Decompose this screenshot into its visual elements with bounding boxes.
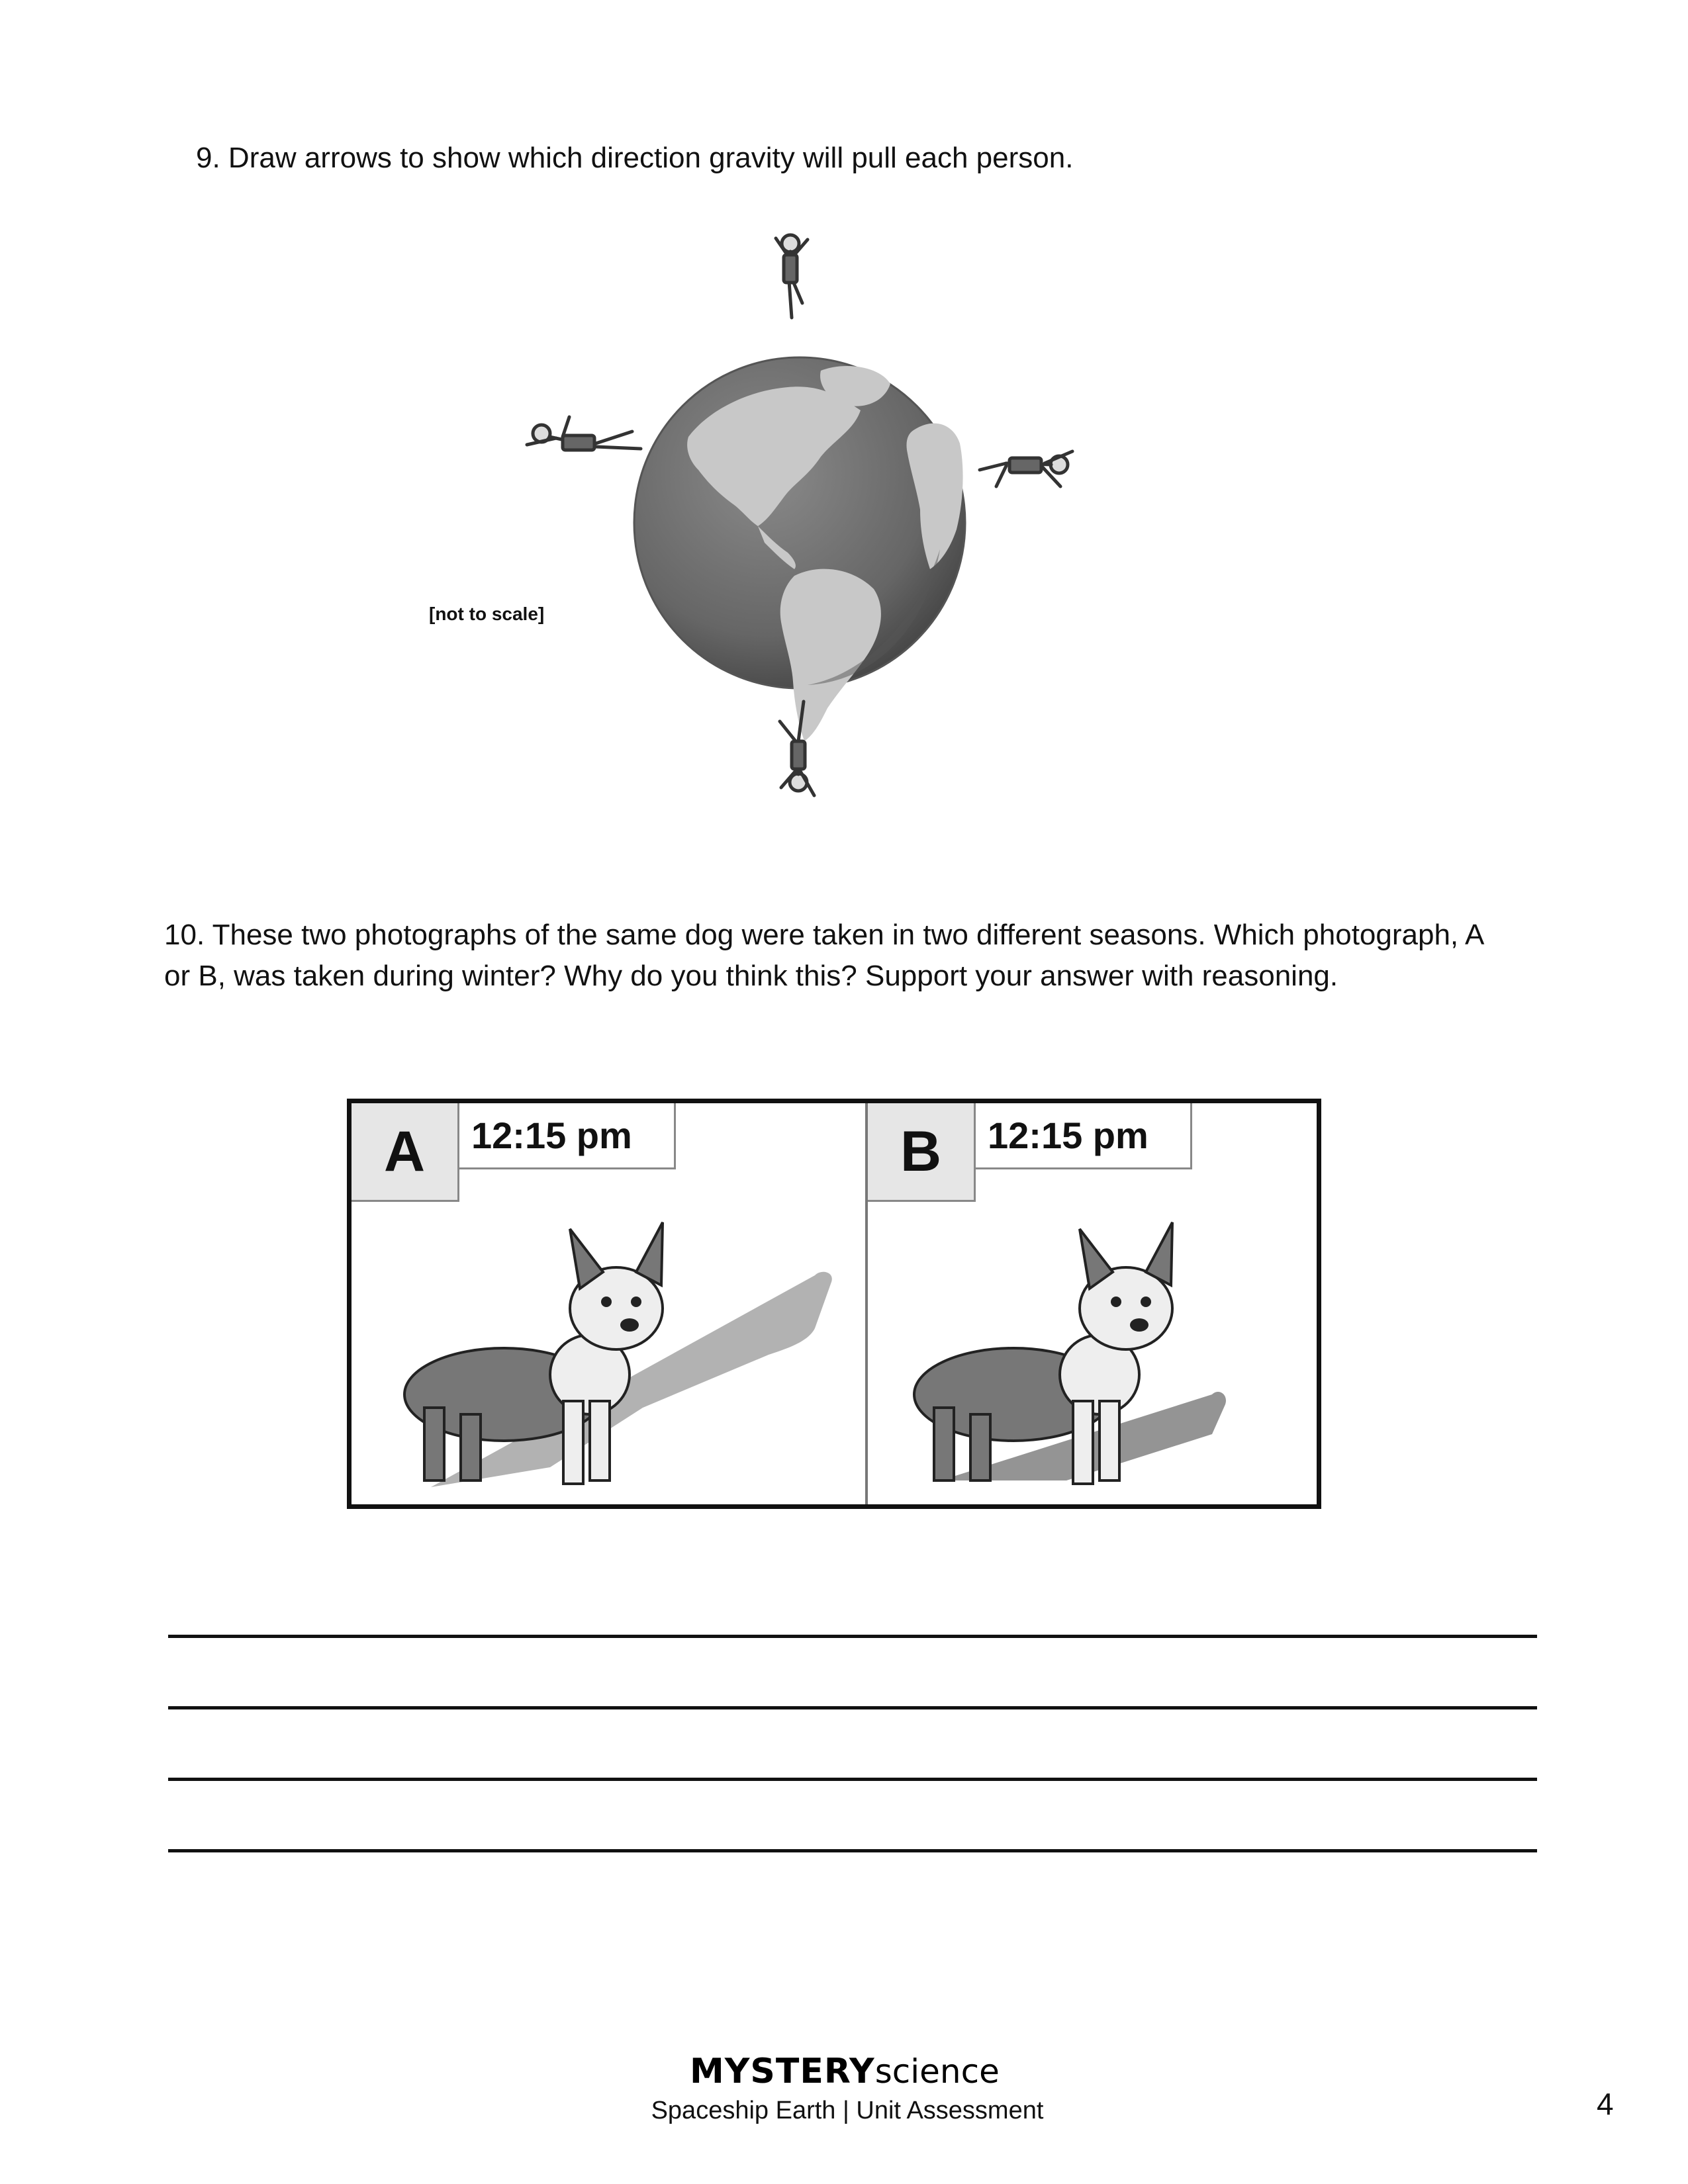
answer-lines: [168, 1635, 1537, 1921]
not-to-scale-note: [not to scale]: [429, 604, 545, 624]
answer-line[interactable]: [168, 1635, 1537, 1638]
footer-subtitle: Spaceship Earth | Unit Assessment: [651, 2097, 1044, 2124]
astronaut-left: [527, 417, 641, 450]
answer-line[interactable]: [168, 1778, 1537, 1781]
logo-light-text: science: [874, 2052, 1000, 2091]
dog-long-shadow-illustration: [352, 1196, 865, 1507]
page-number: 4: [1597, 2087, 1614, 2121]
mystery-science-logo: [690, 2052, 1000, 2091]
answer-line[interactable]: [168, 1706, 1537, 1709]
question-10-text: 10. These two photographs of the same dog were taken in two different seasons. Which photograph, A or B, was taken during winter? Why do you think this? Support your answer with reasoning.: [164, 919, 1483, 992]
logo-bold-text: MYSTERY: [690, 2052, 875, 2091]
photo-a-label: A: [352, 1103, 459, 1202]
dog-photographs: [347, 1099, 1321, 1509]
photo-a-time: 12:15 pm: [457, 1103, 676, 1169]
photo-b-label: B: [868, 1103, 976, 1202]
astronaut-right: [980, 451, 1072, 486]
photo-a: [352, 1103, 865, 1504]
answer-line[interactable]: [168, 1849, 1537, 1852]
earth-gravity-figure: [397, 218, 1192, 827]
earth-globe: [634, 357, 965, 741]
dog-short-shadow-illustration: [868, 1196, 1317, 1507]
question-9-text: 9. Draw arrows to show which direction gravity will pull each person.: [196, 142, 1074, 174]
astronaut-top: [776, 235, 808, 318]
photo-b-time: 12:15 pm: [974, 1103, 1192, 1169]
photo-b: [868, 1103, 1317, 1504]
